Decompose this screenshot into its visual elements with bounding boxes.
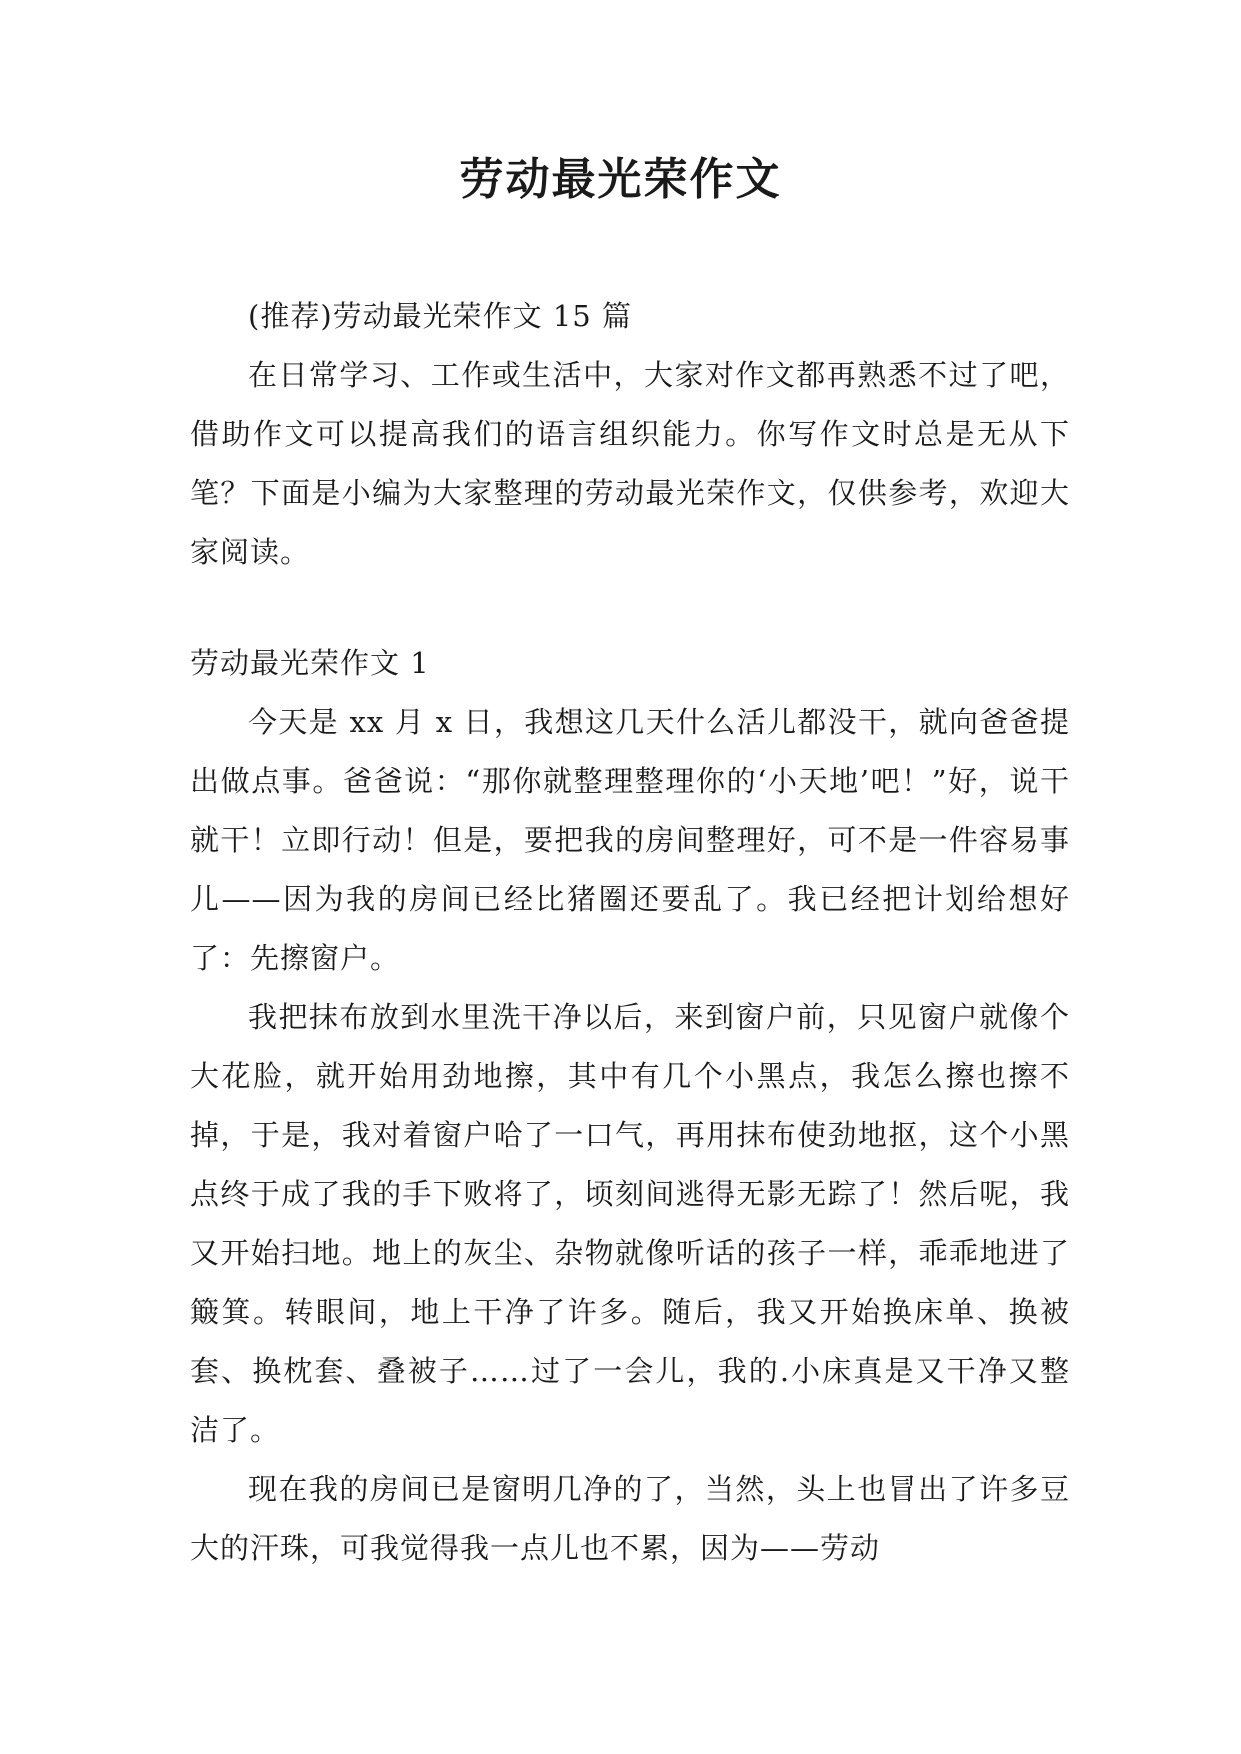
document-subtitle: (推荐)劳动最光荣作文 15 篇: [248, 299, 632, 333]
section-1-paragraph-2: 我把抹布放到水里洗干净以后，来到窗户前，只见窗户就像个大花脸，就开始用劲地擦，其中有几个小黑点，我怎么擦也擦不掉，于是，我对着窗户哈了一口气，再用抹布使劲地抠，这个小黑点终于成了我的手下败将了，顷刻间逃得无影无踪了！然后呢，我又开始扫地。地上的灰尘、杂物就像听话的孩子一样，乖乖地进了簸箕。转眼间，地上干净了许多。随后，我又开始换床单、换被套、换枕套、叠被子……过了一会儿，我的.小床真是又干净又整洁了。: [190, 1000, 1070, 1447]
section-1-paragraph-1: 今天是 xx 月 x 日，我想这几天什么活儿都没干，就向爸爸提出做点事。爸爸说：“那你就整理整理你的‘小天地’吧！”好，说干就干！立即行动！但是，要把我的房间整理好，可不是一件容易事儿——因为我的房间已经比猪圈还要乱了。我已经把计划给想好了：先擦窗户。: [190, 705, 1070, 975]
document-title: 劳动最光荣作文: [459, 154, 782, 205]
section-1-paragraph-3: 现在我的房间已是窗明几净的了，当然，头上也冒出了许多豆大的汗珠，可我觉得我一点儿也不累，因为——劳动: [190, 1472, 1070, 1565]
document-body: [190, 287, 1070, 1578]
section-heading-1: 劳动最光荣作文 1: [190, 646, 430, 680]
intro-paragraph: 在日常学习、工作或生活中，大家对作文都再熟悉不过了吧，借助作文可以提高我们的语言组织能力。你写作文时总是无从下笔？下面是小编为大家整理的劳动最光荣作文，仅供参考，欢迎大家阅读。: [190, 358, 1070, 569]
